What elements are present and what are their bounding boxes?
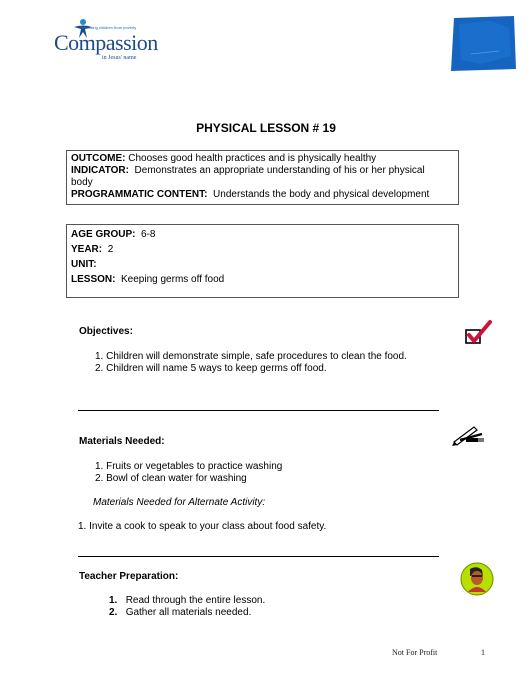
footer-label: Not For Profit	[392, 648, 438, 657]
section-divider	[78, 556, 439, 557]
teacher-prep-heading: Teacher Preparation:	[79, 571, 179, 582]
outcome-text: Chooses good health practices and is physically healthy	[128, 153, 377, 164]
page-number: 1	[481, 648, 485, 657]
logo-subtitle: in Jesus' name	[102, 55, 137, 61]
lesson-value: Keeping germs off food	[121, 274, 225, 285]
alternate-materials-heading: Materials Needed for Alternate Activity:	[93, 497, 266, 508]
logo-name: Compassion	[54, 30, 158, 55]
section-divider	[78, 410, 439, 411]
programmatic-line	[71, 189, 454, 201]
materials-heading: Materials Needed:	[79, 436, 165, 447]
unit-line	[71, 257, 454, 272]
indicator-line	[71, 165, 454, 177]
lesson-info-box	[66, 224, 459, 298]
lesson-label: LESSON:	[71, 274, 116, 285]
material-item-1: 1. Fruits or vegetables to practice washing	[95, 461, 283, 472]
year-line	[71, 242, 454, 257]
outcome-box	[66, 150, 459, 205]
prep-item-2	[109, 606, 251, 619]
page-title: PHYSICAL LESSON # 19	[196, 121, 336, 135]
prep-item-number: 2.	[109, 607, 118, 618]
checkbox-checkmark-icon	[464, 320, 492, 346]
prep-item-text: Gather all materials needed.	[125, 607, 252, 618]
lesson-line	[71, 272, 454, 287]
year-label: YEAR:	[71, 244, 103, 255]
unit-label: UNIT:	[71, 259, 97, 270]
pencil-tools-icon	[452, 424, 486, 446]
age-group-value: 6-8	[141, 229, 156, 240]
alternate-material-item: 1. Invite a cook to speak to your class about food safety.	[78, 521, 327, 532]
compassion-logo	[54, 18, 164, 66]
age-group-line	[71, 227, 454, 242]
indicator-line-2: body	[71, 177, 93, 188]
material-item-2: 2. Bowl of clean water for washing	[95, 473, 247, 484]
objective-item-1: 1. Children will demonstrate simple, safe procedures to clean the food.	[95, 351, 407, 362]
teacher-avatar-icon	[460, 562, 494, 596]
outcome-label: OUTCOME:	[71, 153, 126, 164]
age-group-label: AGE GROUP:	[71, 229, 136, 240]
prep-item-text: Read through the entire lesson.	[125, 595, 266, 606]
programmatic-text: Understands the body and physical development	[213, 189, 430, 200]
logo-tagline: Releasing children from poverty	[80, 25, 137, 30]
programmatic-label: PROGRAMMATIC CONTENT:	[71, 189, 208, 200]
indicator-text: Demonstrates an appropriate understanding of his or her physical	[134, 165, 425, 176]
year-value: 2	[107, 244, 114, 255]
objectives-heading: Objectives:	[79, 326, 133, 337]
outcome-line	[71, 153, 454, 165]
blue-photo-block	[451, 16, 516, 71]
prep-item-number: 1.	[109, 595, 118, 606]
objective-item-2: 2. Children will name 5 ways to keep germs off food.	[95, 363, 327, 374]
indicator-label: INDICATOR:	[71, 165, 129, 176]
